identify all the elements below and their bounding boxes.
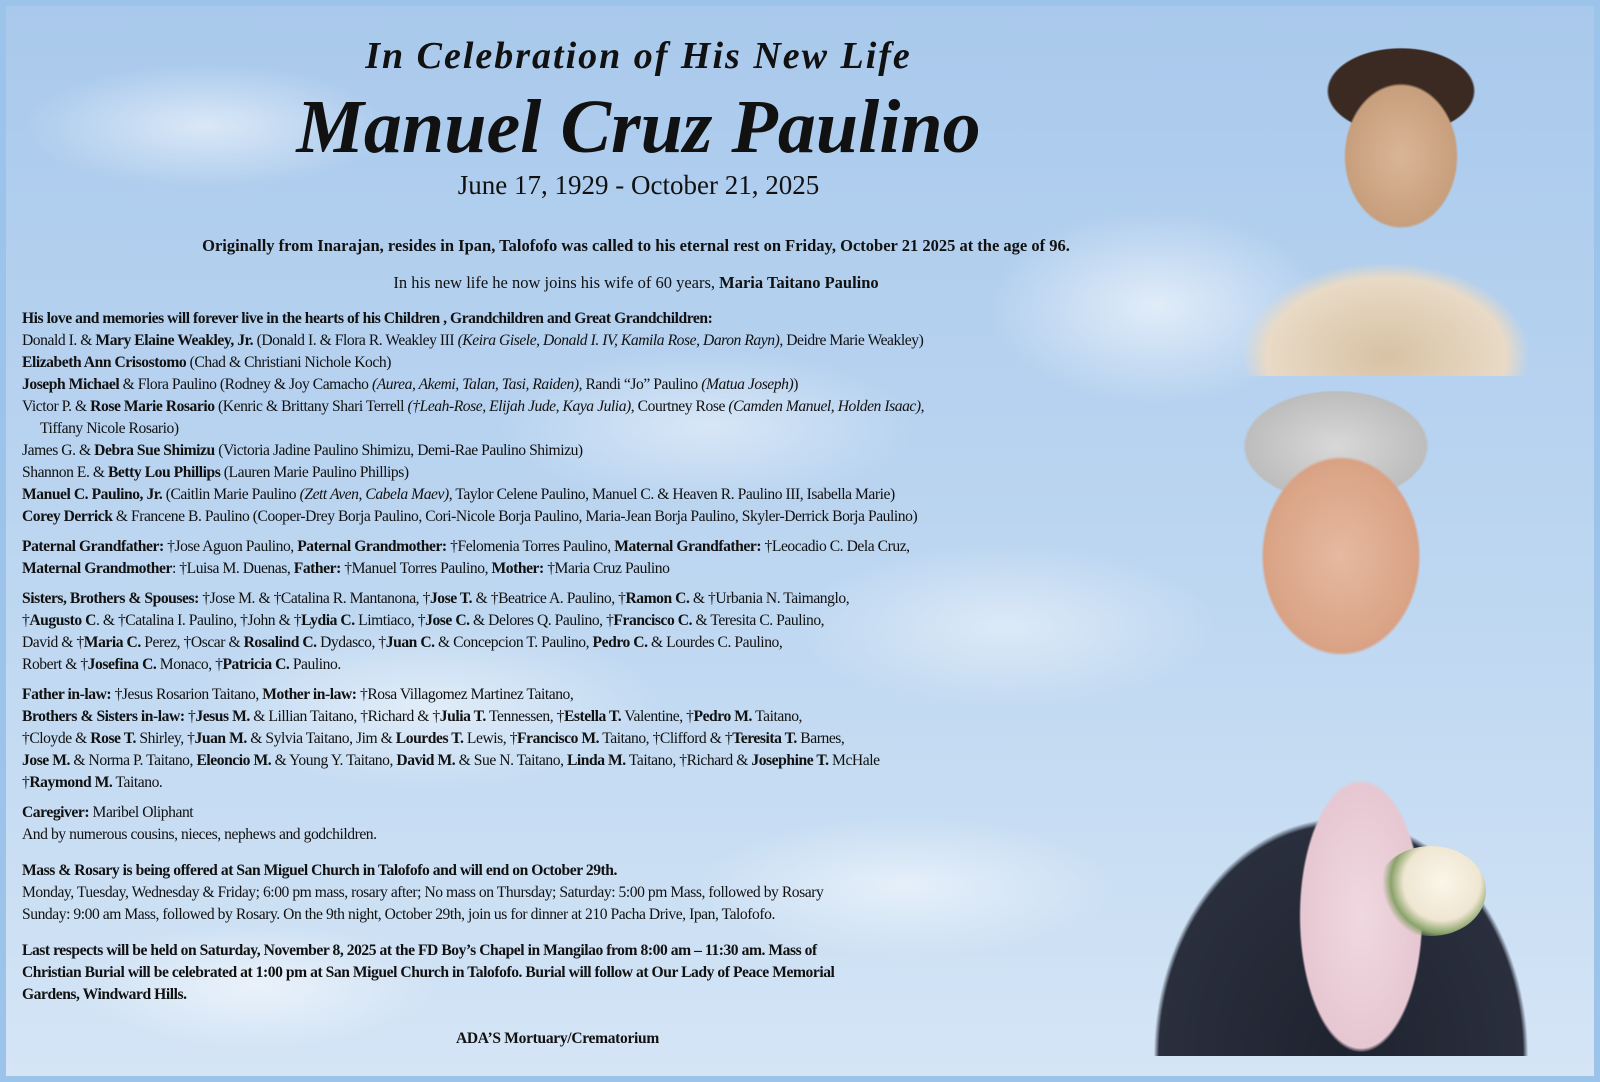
text: , Randi “Jo” Paulino [578, 376, 702, 393]
text: : †Luisa M. Duenas, [171, 560, 294, 577]
italic-text: (Zett Aven, Cabela Maev) [299, 486, 449, 503]
bold-text: Lydia C. [301, 612, 355, 629]
text: . & †Catalina I. Paulino, †John & † [95, 612, 302, 629]
bold-text: Rosalind C. [243, 634, 317, 651]
text: & Lourdes C. Paulino, [647, 634, 783, 651]
italic-text: (Keira Gisele, Donald I. IV, Kamila Rose, Daron Rayn) [457, 332, 780, 349]
text: (Victoria Jadine Paulino Shimizu, Demi-Rae Paulino Shimizu) [214, 442, 583, 459]
text: & Concepcion T. Paulino, [434, 634, 593, 651]
text-line [22, 882, 1182, 904]
text: Maribel Oliphant [89, 804, 194, 821]
text: (Lauren Marie Paulino Phillips) [220, 464, 409, 481]
text: Dydasco, † [316, 634, 386, 651]
spouse-statement [36, 273, 1236, 293]
obituary-body [22, 308, 1182, 1014]
boutonniere-image [1376, 846, 1486, 936]
bold-text: Lourdes T. [395, 730, 464, 747]
paragraph [22, 684, 1182, 794]
text-line [22, 984, 1182, 1006]
elderly-portrait-photo [1111, 356, 1566, 1056]
text: Tiffany Nicole Rosario) [40, 420, 179, 437]
celebration-heading: In Celebration of His New Life [365, 35, 912, 77]
intro-statement: Originally from Inarajan, resides in Ipan, Talofofo was called to his eternal rest on Friday, October 21 2025 at the age of 96. [202, 236, 1070, 255]
bold-text: Eleoncio M. [196, 752, 272, 769]
text: †Jose Aguon Paulino, [163, 538, 298, 555]
italic-text: (Aurea, Akemi, Talan, Tasi, Raiden) [371, 376, 579, 393]
text-line [22, 824, 1182, 846]
text: † [22, 612, 30, 629]
bold-text: Ramon C. [625, 590, 690, 607]
text: Monday, Tuesday, Wednesday & Friday; 6:00 pm mass, rosary after; No mass on Thursday; Saturday: 5:00 pm Mass, followed by Rosary [22, 884, 824, 901]
text: & †Beatrice A. Paulino, † [472, 590, 626, 607]
bold-text: Josefina C. [87, 656, 157, 673]
bold-text: Paternal Grandmother: [297, 538, 447, 555]
text: Victor P. & [22, 398, 91, 415]
text: Paulino. [289, 656, 341, 673]
life-dates: June 17, 1929 - October 21, 2025 [457, 170, 820, 200]
bold-text: Elizabeth Ann Crisostomo [22, 354, 187, 371]
bold-text: Jesus M. [195, 708, 250, 725]
mortuary-name: ADA’S Mortuary/Crematorium [456, 1030, 659, 1047]
text: & Delores Q. Paulino, † [469, 612, 614, 629]
bold-text: Pedro M. [693, 708, 752, 725]
text-line [22, 802, 1182, 824]
paragraph [22, 588, 1182, 676]
text: Taitano, †Richard & [625, 752, 752, 769]
text: Barnes, [796, 730, 845, 747]
bold-text: Josephine T. [751, 752, 829, 769]
text-line [22, 940, 1182, 962]
text-line [22, 536, 1182, 558]
text-line [22, 308, 1182, 330]
bold-text: Rose Marie Rosario [90, 398, 215, 415]
paragraph [22, 308, 1182, 528]
text: & †Urbania N. Taimanglo, [689, 590, 850, 607]
italic-text: (Matua Joseph) [701, 376, 794, 393]
text: & Norma P. Taitano, [69, 752, 197, 769]
bold-text: Betty Lou Phillips [107, 464, 221, 481]
text: And by numerous cousins, nieces, nephews and godchildren. [22, 826, 377, 843]
bold-text: Mother in-law: [262, 686, 357, 703]
text-line [22, 462, 1182, 484]
text-line [22, 396, 1182, 418]
bold-text: Maria C. [83, 634, 141, 651]
bold-text: Manuel C. Paulino, Jr. [22, 486, 163, 503]
young-portrait-photo [1186, 16, 1566, 376]
text: & Francene B. Paulino (Cooper-Drey Borja Paulino, Cori-Nicole Borja Paulino, Maria-Jean Borja Paulino, Skyler-Derrick Borja Paulino) [112, 508, 918, 525]
bold-text: Debra Sue Shimizu [94, 442, 215, 459]
text: †Jose M. & †Catalina R. Mantanona, † [198, 590, 430, 607]
bold-text: Joseph Michael [22, 376, 120, 393]
bold-text: Last respects will be held on Saturday, November 8, 2025 at the FD Boy’s Chapel in Mangilao from 8:00 am – 11:30 am. Mass of [22, 942, 817, 959]
text: †Jesus Rosarion Taitano, [111, 686, 263, 703]
text: †Cloyde & [22, 730, 91, 747]
text-line [22, 440, 1182, 462]
text: †Rosa Villagomez Martinez Taitano, [356, 686, 574, 703]
text: † [22, 774, 30, 791]
text-line [22, 860, 1182, 882]
bold-text: Estella T. [563, 708, 622, 725]
spouse-text: In his new life he now joins his wife of 60 years, [393, 273, 720, 292]
text: Valentine, † [621, 708, 694, 725]
text-line [22, 632, 1182, 654]
text-line [22, 352, 1182, 374]
bold-text: Francisco M. [517, 730, 600, 747]
text: Taitano, †Clifford & † [599, 730, 733, 747]
paragraph [22, 940, 1182, 1006]
text-line [22, 772, 1182, 794]
text-line [22, 610, 1182, 632]
text: (Donald I. & Flora R. Weakley III [253, 332, 458, 349]
bold-text: Rose T. [90, 730, 136, 747]
text: Taitano, [751, 708, 802, 725]
text: † [184, 708, 196, 725]
text-line [22, 728, 1182, 750]
bold-text: Christian Burial will be celebrated at 1:00 pm at San Miguel Church in Talofofo. Burial will follow at Our Lady of Peace Memorial [22, 964, 835, 981]
text: , Taylor Celene Paulino, Manuel C. & Heaven R. Paulino III, Isabella Marie) [448, 486, 895, 503]
text: Taitano. [112, 774, 163, 791]
text: & Teresita C. Paulino, [692, 612, 825, 629]
bold-text: Mary Elaine Weakley, Jr. [95, 332, 254, 349]
bold-text: His love and memories will forever live in the hearts of his Children , Grandchildren and Great Grandchildren: [22, 310, 713, 327]
bold-text: Gardens, Windward Hills. [22, 986, 187, 1003]
bold-text: Julia T. [439, 708, 486, 725]
bold-text: Maternal Grandmother [22, 560, 172, 577]
text: David & † [22, 634, 84, 651]
bold-text: Patricia C. [222, 656, 290, 673]
bold-text: Raymond M. [29, 774, 113, 791]
bold-text: Jose C. [425, 612, 470, 629]
bold-text: Teresita T. [732, 730, 797, 747]
text: & Young Y. Taitano, [271, 752, 397, 769]
text: & Flora Paulino (Rodney & Joy Camacho [119, 376, 372, 393]
text: & Lillian Taitano, †Richard & † [249, 708, 440, 725]
paragraph [22, 536, 1182, 580]
bold-text: Caregiver: [22, 804, 90, 821]
text: Shirley, † [135, 730, 195, 747]
bold-text: Paternal Grandfather: [22, 538, 164, 555]
text: & Sue N. Taitano, [455, 752, 567, 769]
bold-text: Sisters, Brothers & Spouses: [22, 590, 199, 607]
text-line [22, 904, 1182, 926]
text: , Courtney Rose [630, 398, 729, 415]
text: (Chad & Christiani Nichole Koch) [186, 354, 391, 371]
text: Tennessen, † [485, 708, 564, 725]
bold-text: Linda M. [566, 752, 626, 769]
bold-text: Father in-law: [22, 686, 112, 703]
text-line [22, 558, 1182, 580]
text-line [22, 588, 1182, 610]
bold-text: Juan C. [385, 634, 435, 651]
text-line [22, 330, 1182, 352]
text: Limtiaco, † [354, 612, 426, 629]
paragraph [22, 802, 1182, 846]
text: , [920, 398, 925, 415]
text-line [22, 506, 1182, 528]
text-line [22, 374, 1182, 396]
bold-text: Jose M. [22, 752, 70, 769]
deceased-name: Manuel Cruz Paulino [296, 85, 981, 169]
text: Monaco, † [156, 656, 223, 673]
text: Lewis, † [463, 730, 518, 747]
italic-text: (Camden Manuel, Holden Isaac) [728, 398, 921, 415]
bold-text: Juan M. [194, 730, 247, 747]
bold-text: Augusto C [29, 612, 96, 629]
text: Donald I. & [22, 332, 96, 349]
text-line [22, 962, 1182, 984]
paragraph [22, 860, 1182, 926]
bold-text: Jose T. [429, 590, 473, 607]
text-line [22, 750, 1182, 772]
text: †Manuel Torres Paulino, [340, 560, 492, 577]
bold-text: David M. [396, 752, 456, 769]
text: Shannon E. & [22, 464, 108, 481]
text: & Sylvia Taitano, Jim & [246, 730, 396, 747]
italic-text: (†Leah-Rose, Elijah Jude, Kaya Julia) [407, 398, 631, 415]
text: Sunday: 9:00 am Mass, followed by Rosary. On the 9th night, October 29th, join us for dinner at 210 Pacha Drive, Ipan, Talofofo. [22, 906, 775, 923]
bold-text: Francisco C. [613, 612, 693, 629]
bold-text: Mother: [491, 560, 544, 577]
spouse-name: Maria Taitano Paulino [719, 273, 879, 292]
text: McHale [828, 752, 880, 769]
bold-text: Brothers & Sisters in-law: [22, 708, 185, 725]
text: †Leocadio C. Dela Cruz, [761, 538, 910, 555]
text: (Caitlin Marie Paulino [162, 486, 300, 503]
text: †Maria Cruz Paulino [543, 560, 670, 577]
text-line [22, 484, 1182, 506]
text-line [22, 684, 1182, 706]
text-line [22, 418, 1182, 440]
text: (Kenric & Brittany Shari Terrell [214, 398, 408, 415]
text: James G. & [22, 442, 95, 459]
text-line [22, 706, 1182, 728]
text: ) [793, 376, 798, 393]
bold-text: Mass & Rosary is being offered at San Miguel Church in Talofofo and will end on October 29th. [22, 862, 617, 879]
bold-text: Father: [293, 560, 341, 577]
text: , Deidre Marie Weakley) [779, 332, 924, 349]
bold-text: Corey Derrick [22, 508, 113, 525]
bold-text: Maternal Grandfather: [614, 538, 762, 555]
text: Perez, †Oscar & [140, 634, 244, 651]
text-line [22, 654, 1182, 676]
text: Robert & † [22, 656, 88, 673]
text: †Felomenia Torres Paulino, [446, 538, 615, 555]
bold-text: Pedro C. [592, 634, 648, 651]
